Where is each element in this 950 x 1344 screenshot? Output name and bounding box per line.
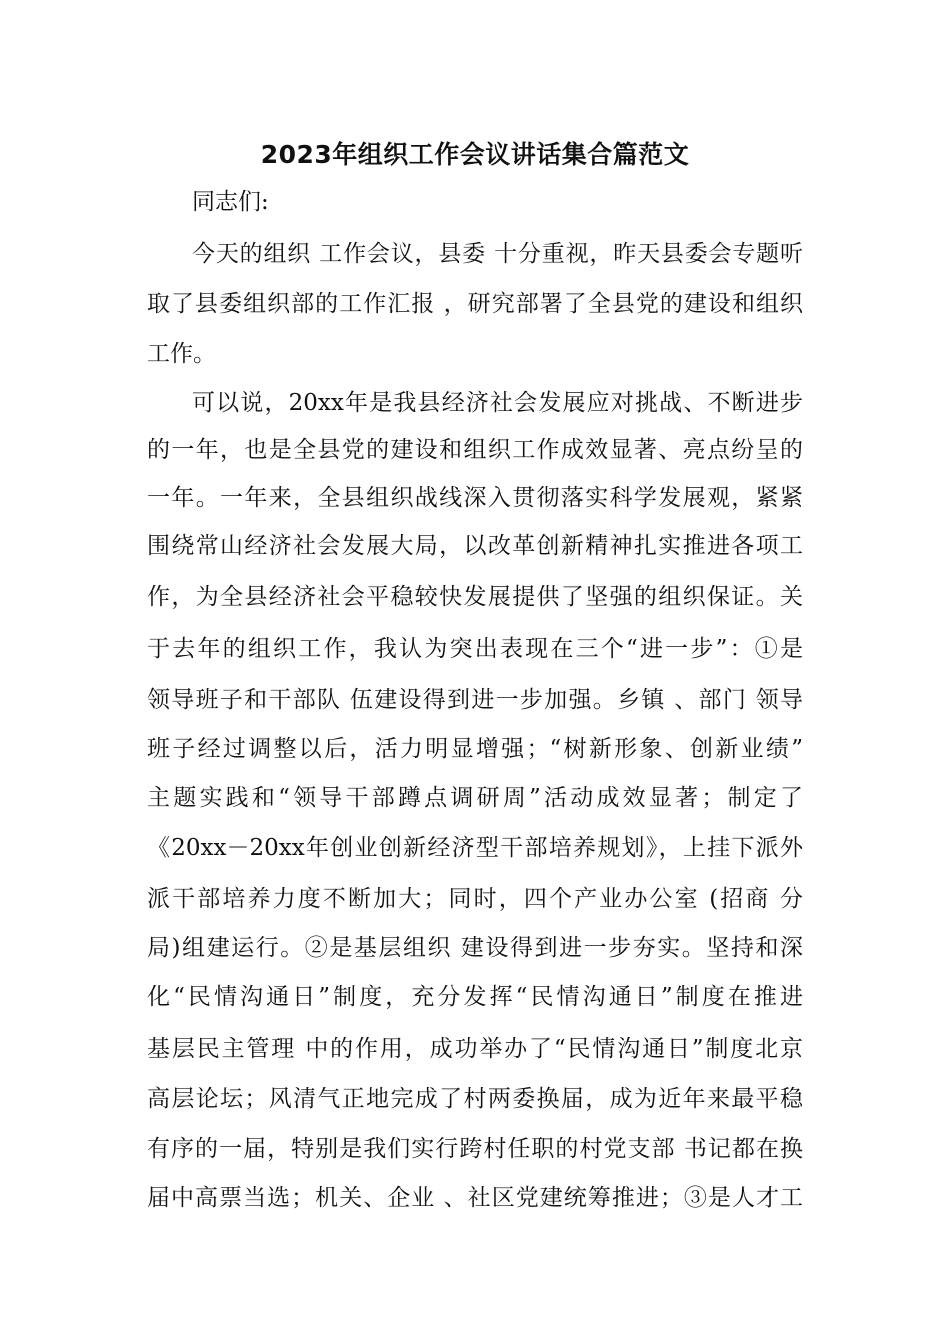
paragraph-1-line-3: 工作。 bbox=[147, 341, 216, 367]
paragraph-2-line-6: 于去年的组织工作，我认为突出表现在三个“进一步”：①是 bbox=[147, 636, 803, 662]
paragraph-2-line-10: 《20xx－20xx年创业创新经济型干部培养规划》，上挂下派外 bbox=[147, 835, 803, 861]
paragraph-2-line-9: 主题实践和“领导干部蹲点调研周”活动成效显著；制定了 bbox=[147, 785, 803, 811]
paragraph-2-line-1: 可以说，20xx年是我县经济社会发展应对挑战、不断进步 bbox=[192, 390, 803, 416]
paragraph-2-line-12: 局)组建运行。②是基层组织 建设得到进一步夯实。坚持和深 bbox=[147, 935, 803, 961]
greeting: 同志们: bbox=[192, 189, 269, 215]
paragraph-2-line-5: 作，为全县经济社会平稳较快发展提供了坚强的组织保证。关 bbox=[147, 584, 803, 610]
paragraph-2-line-2: 的一年，也是全县党的建设和组织工作成效显著、亮点纷呈的 bbox=[147, 437, 803, 463]
paragraph-2-line-11: 派干部培养力度不断加大；同时，四个产业办公室 (招商 分 bbox=[147, 886, 803, 912]
paragraph-1-line-2: 取了县委组织部的工作汇报 ，研究部署了全县党的建设和组织 bbox=[147, 291, 803, 317]
paragraph-2-line-15: 高层论坛；风清气正地完成了村两委换届，成为近年来最平稳 bbox=[147, 1086, 803, 1112]
paragraph-2-line-14: 基层民主管理 中的作用，成功举办了“民情沟通日”制度北京 bbox=[147, 1036, 803, 1062]
paragraph-2-line-7: 领导班子和干部队 伍建设得到进一步加强。乡镇 、部门 领导 bbox=[147, 687, 803, 713]
paragraph-2-line-17: 届中高票当选；机关、企业 、社区党建统筹推进；③是人才工 bbox=[147, 1185, 803, 1211]
paragraph-2-line-3: 一年。一年来，全县组织战线深入贯彻落实科学发展观，紧紧 bbox=[147, 485, 803, 511]
document-title: 2023年组织工作会议讲话集合篇范文 bbox=[260, 140, 690, 169]
paragraph-2-line-13: 化“民情沟通日”制度，充分发挥“民情沟通日”制度在推进 bbox=[147, 984, 803, 1010]
paragraph-2-line-4: 围绕常山经济社会发展大局，以改革创新精神扎实推进各项工 bbox=[147, 533, 803, 559]
paragraph-2-line-16: 有序的一届，特别是我们实行跨村任职的村党支部 书记都在换 bbox=[147, 1136, 803, 1162]
paragraph-2-line-8: 班子经过调整以后，活力明显增强；“树新形象、创新业绩” bbox=[147, 736, 803, 762]
paragraph-1-line-1: 今天的组织 工作会议，县委 十分重视，昨天县委会专题听 bbox=[192, 241, 803, 267]
